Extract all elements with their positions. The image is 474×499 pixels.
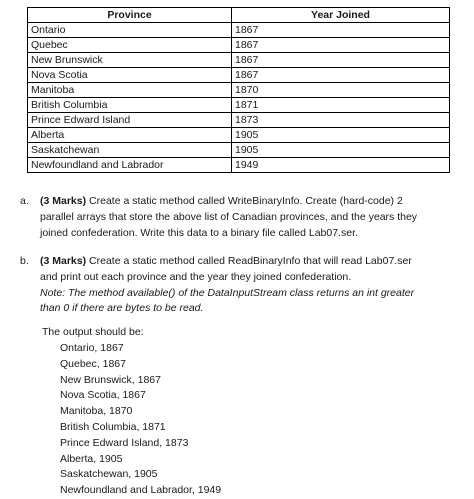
table-row [28,83,450,98]
province-cell: Prince Edward Island [28,113,232,128]
header-province: Province [28,8,232,23]
question-b [20,254,420,317]
question-b-letter: b. [20,255,29,267]
question-b-text [40,254,420,317]
table-row [28,68,450,83]
province-cell: British Columbia [28,98,232,113]
output-line: Ontario, 1867 [60,342,124,354]
table-row [28,53,450,68]
table-row [28,128,450,143]
question-b-note: Note: The method available() of the DataInputStream class returns an int greater than 0 if there are bytes to be read. [40,286,415,315]
province-table [27,7,450,173]
province-cell: Newfoundland and Labrador [28,158,232,173]
question-a-marks: (3 Marks) [40,195,87,207]
table-row [28,98,450,113]
year-cell: 1949 [232,158,450,173]
table-row [28,113,450,128]
year-cell: 1905 [232,143,450,158]
table-row [28,38,450,53]
province-cell: Alberta [28,128,232,143]
province-cell: Ontario [28,23,232,38]
output-line: Alberta, 1905 [60,452,123,465]
year-cell: 1873 [232,113,450,128]
output-line: Quebec, 1867 [60,357,126,370]
year-cell: 1870 [232,83,450,98]
province-cell: Nova Scotia [28,68,232,83]
year-cell: 1871 [232,98,450,113]
output-line: British Columbia, 1871 [60,420,166,433]
question-b-body: Create a static method called ReadBinaryInfo that will read Lab07.ser and print out each province and the year they joined confederation. [40,255,412,283]
province-cell: New Brunswick [28,53,232,68]
year-cell: 1867 [232,23,450,38]
province-cell: Manitoba [28,83,232,98]
output-title: The output should be: [42,326,144,338]
header-year-joined: Year Joined [232,8,450,23]
output-line: Saskatchewan, 1905 [60,468,158,481]
output-line: Nova Scotia, 1867 [60,389,146,402]
table-row [28,143,450,158]
question-a-body: Create a static method called WriteBinaryInfo. Create (hard-code) 2 parallel arrays that store the above list of Canadian provinces, and the years they joined confederation. Write this data to a binary file called Lab07.ser. [40,195,418,239]
province-cell: Quebec [28,38,232,53]
output-line: Manitoba, 1870 [60,405,133,418]
table-row [28,23,450,38]
question-a-text [40,194,420,241]
year-cell: 1867 [232,68,450,83]
question-a [20,194,420,241]
question-a-letter: a. [20,195,29,207]
output-line: Prince Edward Island, 1873 [60,436,189,449]
year-cell: 1867 [232,53,450,68]
province-cell: Saskatchewan [28,143,232,158]
year-cell: 1905 [232,128,450,143]
question-b-marks: (3 Marks) [40,255,87,267]
output-list [60,341,221,499]
output-line: New Brunswick, 1867 [60,373,161,386]
table-header-row [28,8,450,23]
output-line: Newfoundland and Labrador, 1949 [60,484,222,497]
table-row [28,158,450,173]
year-cell: 1867 [232,38,450,53]
